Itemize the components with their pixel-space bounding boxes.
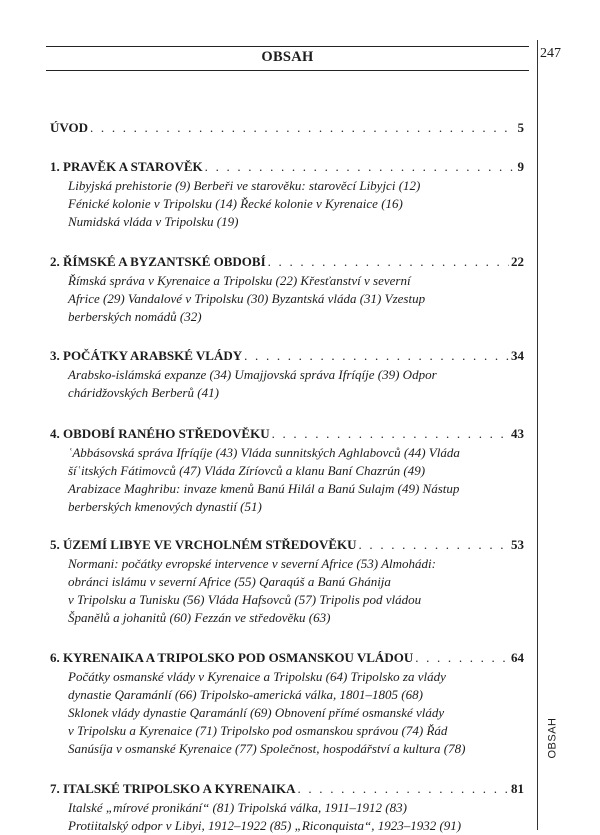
dot-leader [415, 649, 509, 667]
chapter-title: 1. PRAVĚK A STAROVĚK [50, 159, 203, 174]
section-line: Fénické kolonie v Tripolsku (14) Řecké kolonie v Kyrenaice (16) [68, 196, 403, 211]
chapter-page-number: 64 [511, 650, 524, 665]
chapter-title: 2. ŘÍMSKÉ A BYZANTSKÉ OBDOBÍ [50, 254, 266, 269]
section-line: Protiitalský odpor v Libyi, 1912–1922 (85) „Riconquista“, 1923–1932 (91) [68, 818, 462, 833]
section-line: Římská správa v Kyrenaice a Tripolsku (22) Křesťanství v severní [68, 273, 411, 288]
chapter-sections [50, 668, 524, 758]
section-line: Normani: počátky evropské intervence v severní Africe (53) Almohádi: [68, 556, 436, 571]
page-number: 247 [540, 46, 561, 61]
toc-chapter-entry[interactable] [50, 347, 524, 402]
section-line: v Tripolsku a Tunisku (56) Vláda Hafsovců (57) Tripolis pod vládou [68, 592, 422, 607]
section-line: ʿAbbásovská správa Ifríqíje (43) Vláda sunnitských Aghlabovců (44) Vláda [68, 445, 460, 460]
chapter-sections [50, 177, 524, 231]
toc-entry-title: ÚVOD [50, 120, 89, 135]
chapter-list [50, 158, 524, 835]
chapter-title: 5. ÚZEMÍ LIBYE VE VRCHOLNÉM STŘEDOVĚKU [50, 537, 357, 552]
toc-entry-line [50, 425, 524, 443]
margin-rule [537, 40, 538, 830]
section-line: berberských kmenových dynastií (51) [68, 499, 262, 514]
dot-leader [359, 536, 509, 554]
toc-entry-line [50, 347, 524, 365]
chapter-page-number: 22 [511, 254, 524, 269]
section-line: Sklonek vlády dynastie Qaramánlí (69) Obnovení přímé osmanské vlády [68, 705, 445, 720]
section-line: v Tripolsku a Kyrenaice (71) Tripolsko pod osmanskou správou (74) Řád [68, 723, 448, 738]
section-line: Libyjská prehistorie (9) Berbeři ve starověku: starověcí Libyjci (12) [68, 178, 421, 193]
section-line: dynastie Qaramánlí (66) Tripolsko-americká válka, 1801–1805 (68) [68, 687, 423, 702]
toc-entry-intro[interactable] [50, 119, 524, 137]
toc-entry-page: 5 [517, 120, 524, 135]
dot-leader [272, 425, 509, 443]
toc-chapter-entry[interactable] [50, 780, 524, 835]
section-line: Počátky osmanské vlády v Kyrenaice a Tripolsku (64) Tripolsko za vlády [68, 669, 446, 684]
chapter-sections [50, 272, 524, 326]
chapter-page-number: 43 [511, 426, 524, 441]
section-line: Sanúsíja v osmanské Kyrenaice (77) Společnost, hospodářství a kultura (78) [68, 741, 466, 756]
section-line: berberských nomádů (32) [68, 309, 202, 324]
toc-entry-line [50, 119, 524, 137]
section-line: Italské „mírové pronikání“ (81) Tripolská válka, 1911–1912 (83) [68, 800, 407, 815]
toc-entry-line [50, 253, 524, 271]
side-label [542, 708, 562, 768]
toc-entry-line [50, 536, 524, 554]
dot-leader [298, 780, 510, 798]
chapter-sections [50, 555, 524, 627]
chapter-sections [50, 444, 524, 516]
chapter-page-number: 81 [511, 781, 524, 796]
toc-chapter-entry[interactable] [50, 536, 524, 627]
dot-leader [268, 253, 509, 271]
toc-entry-line [50, 780, 524, 798]
toc-entry-line [50, 649, 524, 667]
section-line: Arabizace Maghribu: invaze kmenů Banú Hilál a Banú Sulajm (49) Nástup [68, 481, 460, 496]
chapter-sections [50, 799, 524, 835]
toc-chapter-entry[interactable] [50, 425, 524, 516]
section-line: Numidská vláda v Tripolsku (19) [68, 214, 239, 229]
toc-entry-line [50, 158, 524, 176]
header-rule-bottom [46, 70, 529, 71]
section-line: Španělů a johanitů (60) Fezzán ve středověku (63) [68, 610, 331, 625]
toc-chapter-entry[interactable] [50, 158, 524, 231]
dot-leader [90, 119, 515, 137]
chapter-page-number: 53 [511, 537, 524, 552]
toc-chapter-entry[interactable] [50, 649, 524, 758]
chapter-sections [50, 366, 524, 402]
section-line: Arabsko-islámská expanze (34) Umajjovská správa Ifríqíje (39) Odpor [68, 367, 437, 382]
chapter-page-number: 9 [517, 159, 524, 174]
section-line: Africe (29) Vandalové v Tripolsku (30) Byzantská vláda (31) Vzestup [68, 291, 426, 306]
page-title: OBSAH [261, 49, 314, 65]
header-rule-top [46, 46, 529, 47]
section-line: šíʿitských Fátimovců (47) Vláda Zíríovců a klanu Baní Chazrún (49) [68, 463, 426, 478]
dot-leader [244, 347, 509, 365]
chapter-page-number: 34 [511, 348, 524, 363]
chapter-title: 6. KYRENAIKA A TRIPOLSKO POD OSMANSKOU VLÁDOU [50, 650, 414, 665]
toc-chapter-entry[interactable] [50, 253, 524, 326]
side-label-text: OBSAH [546, 717, 559, 759]
section-line: cháridžovských Berberů (41) [68, 385, 219, 400]
chapter-title: 3. POČÁTKY ARABSKÉ VLÁDY [50, 348, 243, 363]
dot-leader [205, 158, 516, 176]
table-of-contents [50, 119, 524, 835]
section-line: obránci islámu v severní Africe (55) Qaraqúš a Banú Ghánija [68, 574, 391, 589]
chapter-title: 7. ITALSKÉ TRIPOLSKO A KYRENAIKA [50, 781, 296, 796]
chapter-title: 4. OBDOBÍ RANÉHO STŘEDOVĚKU [50, 426, 270, 441]
